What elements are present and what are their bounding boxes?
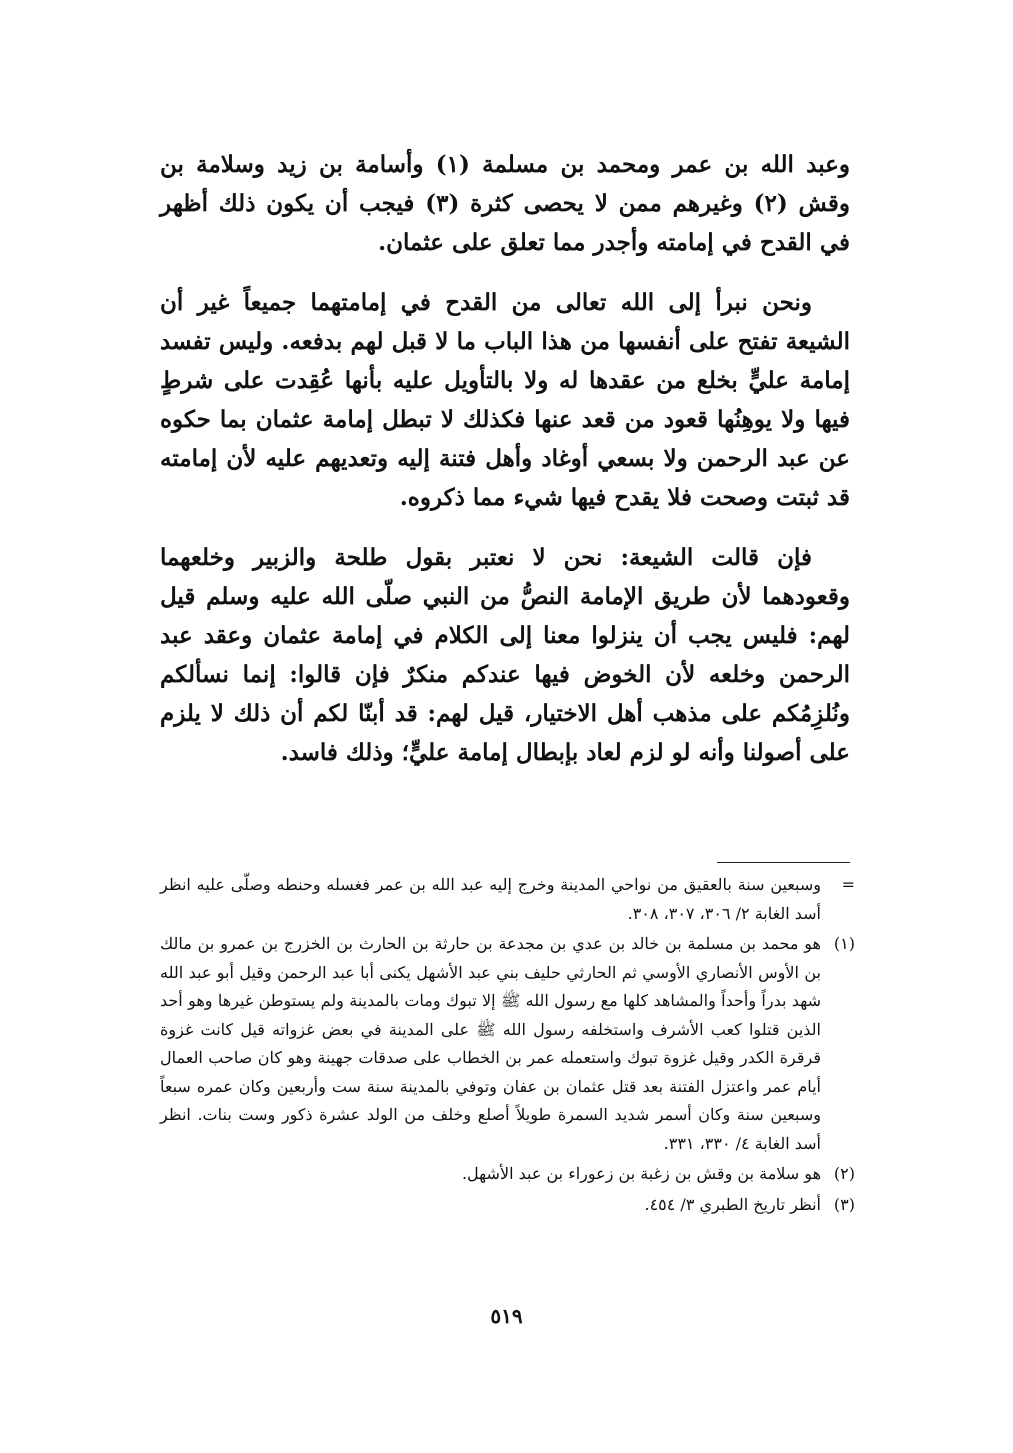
paragraph-1: وعبد الله بن عمر ومحمد بن مسلمة (١) وأسامة بن زيد وسلامة بن وقش (٢) وغيرهم ممن لا يحصى كثرة (٣) فيجب أن يكون ذلك أظهر في القدح في إمامته وأجدر مما تعلق على عثمان. [160,151,851,256]
footnote-text: هو محمد بن مسلمة بن خالد بن عدي بن مجدعة بن حارثة بن الحارث بن الخزرج بن عمرو بن مالك بن الأوس الأنصاري الأوسي ثم الحارثي حليف بني عبد الأشهل يكنى أبا عبد الرحمن وقيل أبو عبد الله شهد بدراً وأحداً والمشاهد كلها مع رسول الله ﷺ إلا تبوك ومات بالمدينة ولم يستوطن غيرها وهو أحد الذين قتلوا كعب الأشرف واستخلفه رسول الله ﷺ على المدينة في بعض غزواته قيل كانت غزوة قرقرة الكدر وقيل غزوة تبوك واستعمله عمر بن الخطاب على صدقات جهينة وهو كان صاحب العمال أيام عمر واعتزل الفتنة بعد قتل عثمان بن عفان وتوفي بالمدينة سنة ست وأربعين وكان عمره سبعاً وسبعين سنة وكان أسمر شديد السمرة طويلاً أصلع وخلف من الولد عشرة ذكور وست بنات. انظر أسد الغابة ٤/ ٣٣٠، ٣٣١. [160,934,822,1153]
footnote-marker: = [841,875,855,894]
paragraph-3: فإن قالت الشيعة: نحن لا نعتبر بقول طلحة والزبير وخلعهما وقعودهما لأن طريق الإمامة النصُّ من النبي صلّى الله عليه وسلم قيل لهم: فليس يجب أن ينزلوا معنا إلى الكلام في إمامة عثمان وعقد عبد الرحمن وخلعه لأن الخوض فيها عندكم منكرٌ فإن قالوا: إنما نسألكم ونُلزِمُكم على مذهب أهل الاختيار، قيل لهم: قد أبنّا لكم أن ذلك لا يلزم على أصولنا وأنه لو لزم لعاد بإبطال إمامة عليٍّ؛ وذلك فاسد. [160,544,850,766]
footnote-text: وسبعين سنة بالعقيق من نواحي المدينة وخرج إليه عبد الله بن عمر فغسله وحنطه وصلّى عليه انظر أسد الغابة ٢/ ٣٠٦، ٣٠٧، ٣٠٨. [160,875,821,923]
page-number: ٥١٩ [490,1304,523,1328]
paragraph-2: ونحن نبرأ إلى الله تعالى من القدح في إمامتهما جميعاً غير أن الشيعة تفتح على أنفسها من هذا الباب ما لا قبل لهم بدفعه. وليس تفسد إمامة عليٍّ بخلع من عقدها له ولا بالتأويل عليه بأنها عُقِدت على شرطٍ فيها ولا يوهِنُها قعود من قعد عنها فكذلك لا تبطل إمامة عثمان بما حكوه عن عبد الرحمن ولا بسعي أوغاد وأهل فتنة إليه وتعديهم عليه لأن إمامته قد ثبتت وصحت فلا يقدح فيها شيء مما ذكروه. [160,289,850,511]
footnote-2 [160,1160,855,1189]
main-text [160,145,850,793]
footnote-1 [160,930,855,1158]
footnotes [160,871,855,1221]
footnote-marker: (١) [833,934,855,953]
footnote-divider [717,862,850,863]
footnote-text: أنظر تاريخ الطبري ٣/ ٤٥٤. [644,1194,821,1214]
footnote-3 [160,1191,855,1220]
footnote-marker: (٢) [833,1164,855,1183]
footnote-marker: (٣) [833,1194,855,1214]
footnote-continuation [160,871,855,928]
footnote-text: هو سلامة بن وقش بن زغبة بن زعوراء بن عبد الأشهل. [461,1164,821,1183]
